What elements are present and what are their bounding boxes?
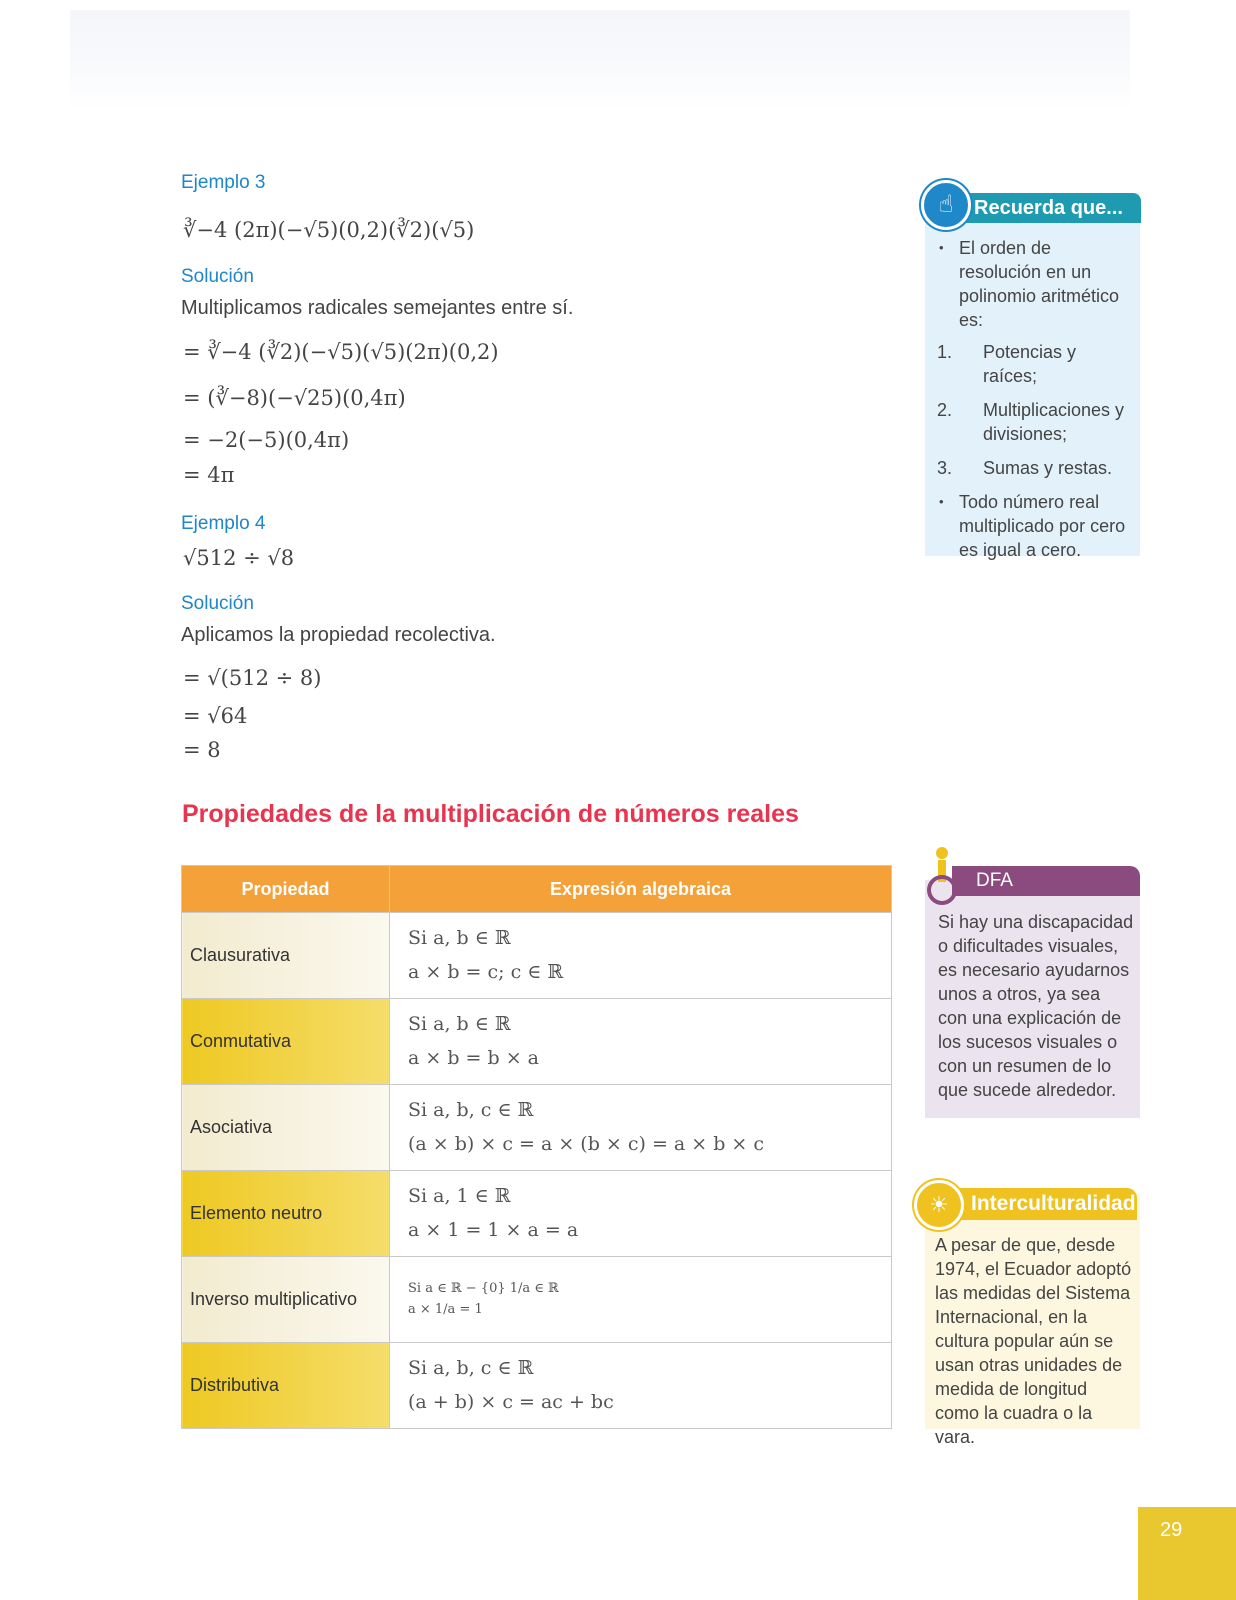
interculturalidad-text: A pesar de que, desde 1974, el Ecuador adoptó las medidas del Sistema Internacional, en la cultura popular aún se usan otras unidades de medida de longitud como la cuadra o la vara.	[935, 1235, 1132, 1447]
ejemplo3-label: Ejemplo 3	[181, 172, 266, 193]
table-row	[182, 1257, 892, 1343]
property-expression	[390, 999, 892, 1085]
table-row	[182, 999, 892, 1085]
ejemplo4-step-3: = 8	[183, 738, 221, 762]
ejemplo4-label: Ejemplo 4	[181, 513, 266, 534]
properties-table	[181, 865, 892, 1429]
expression-line-1: Si a ∈ ℝ − {0} 1/a ∈ ℝ	[408, 1280, 559, 1296]
ejemplo3-step-1: = ∛−4 (∛2)(−√5)(√5)(2π)(0,2)	[183, 340, 499, 364]
interculturalidad-title: Interculturalidad	[955, 1188, 1137, 1220]
table-row	[182, 1171, 892, 1257]
property-expression	[390, 1343, 892, 1429]
header-expresion: Expresión algebraica	[390, 866, 892, 913]
property-expression	[390, 1257, 892, 1343]
section-title: Propiedades de la multiplicación de números reales	[182, 800, 799, 828]
accessibility-icon	[923, 846, 961, 908]
table-row	[182, 1343, 892, 1429]
property-expression	[390, 913, 892, 999]
hand-icon: ☝	[921, 180, 971, 230]
recuerda-bullet-1: • El orden de resolución en un polinomio aritmético es:	[935, 236, 1135, 332]
ejemplo4-problem: √512 ÷ √8	[183, 546, 295, 570]
expression-line-1: Si a, b, c ∈ ℝ	[408, 1099, 534, 1122]
expression-line-2: (a + b) × c = ac + bc	[408, 1390, 614, 1413]
recuerda-body	[935, 236, 1135, 570]
ejemplo3-intro: Multiplicamos radicales semejantes entre sí.	[181, 297, 574, 319]
table-row	[182, 913, 892, 999]
property-name: Conmutativa	[182, 999, 390, 1085]
property-expression	[390, 1171, 892, 1257]
ejemplo4-step-1: = √(512 ÷ 8)	[183, 666, 322, 690]
expression-line-1: Si a, b, c ∈ ℝ	[408, 1357, 534, 1380]
expression-line-2: a × 1 = 1 × a = a	[408, 1218, 579, 1241]
expression-line-1: Si a, b ∈ ℝ	[408, 1013, 511, 1036]
table-header-row	[182, 866, 892, 913]
property-name: Asociativa	[182, 1085, 390, 1171]
table-row	[182, 1085, 892, 1171]
property-expression	[390, 1085, 892, 1171]
header-propiedad: Propiedad	[182, 866, 390, 913]
recuerda-bullet-2: • Todo número real multiplicado por cero es igual a cero.	[935, 490, 1135, 562]
property-name: Elemento neutro	[182, 1171, 390, 1257]
recuerda-item: 3. Sumas y restas.	[937, 458, 1113, 478]
recuerda-title: Recuerda que...	[956, 193, 1141, 223]
ejemplo3-step-4: = 4π	[183, 463, 235, 487]
culture-icon: ☀	[914, 1180, 964, 1230]
recuerda-item: 2. Multiplicaciones y divisiones;	[937, 400, 1125, 444]
property-name: Inverso multiplicativo	[182, 1257, 390, 1343]
recuerda-item: 1. Potencias y raíces;	[937, 342, 1077, 386]
ejemplo3-step-2: = (∛−8)(−√25)(0,4π)	[183, 386, 406, 410]
header-band	[70, 10, 1130, 110]
property-name: Clausurativa	[182, 913, 390, 999]
expression-line-1: Si a, 1 ∈ ℝ	[408, 1185, 511, 1208]
ejemplo3-problem: ∛−4 (2π)(−√5)(0,2)(∛2)(√5)	[183, 218, 475, 242]
property-name: Distributiva	[182, 1343, 390, 1429]
ejemplo3-solucion-label: Solución	[181, 266, 254, 287]
ejemplo4-intro: Aplicamos la propiedad recolectiva.	[181, 624, 496, 646]
expression-line-2: a × b = b × a	[408, 1046, 539, 1069]
expression-line-2: a × 1/a = 1	[408, 1301, 483, 1317]
dfa-text: Si hay una discapacidad o dificultades visuales, es necesario ayudarnos unos a otros, ya sea con una explicación de los sucesos visuales o con un resumen de lo que sucede alrededor.	[938, 912, 1134, 1100]
ejemplo4-solucion-label: Solución	[181, 593, 254, 614]
expression-line-2: a × b = c; c ∈ ℝ	[408, 960, 564, 983]
page-number: 29	[1138, 1507, 1236, 1600]
dfa-title: DFA	[952, 866, 1140, 896]
expression-line-2: (a × b) × c = a × (b × c) = a × b × c	[408, 1132, 765, 1155]
ejemplo4-step-2: = √64	[183, 704, 248, 728]
ejemplo3-step-3: = −2(−5)(0,4π)	[183, 428, 350, 452]
expression-line-1: Si a, b ∈ ℝ	[408, 927, 511, 950]
